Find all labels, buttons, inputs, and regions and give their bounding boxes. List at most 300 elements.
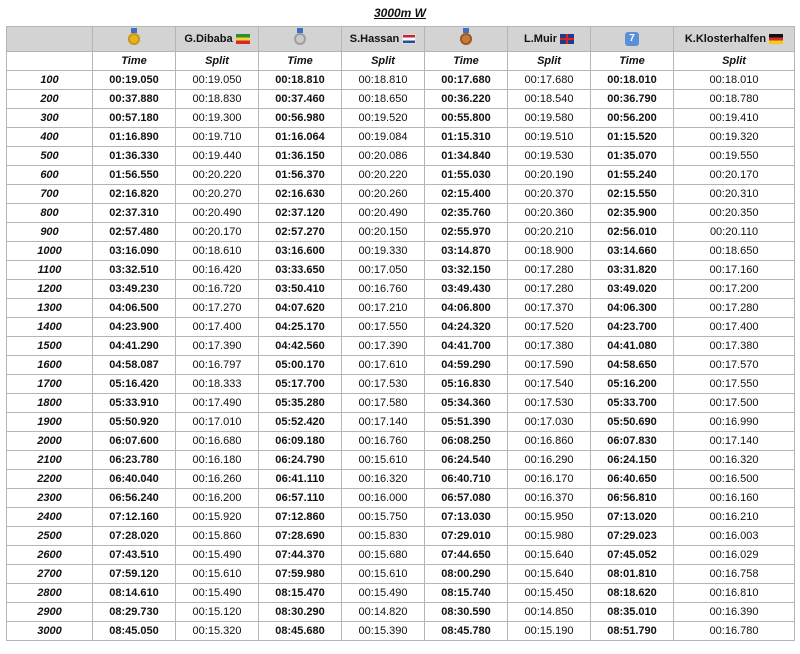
time-cell: 05:50.690 [591,413,674,432]
split-cell: 00:15.490 [176,546,259,565]
split-cell: 00:18.333 [176,375,259,394]
split-cell: 00:15.610 [342,565,425,584]
split-cell: 00:16.000 [342,489,425,508]
time-cell: 05:51.390 [425,413,508,432]
distance-cell: 700 [7,185,93,204]
athlete-header-1 [176,27,259,52]
time-cell: 00:56.980 [259,109,342,128]
split-cell: 00:18.010 [674,71,795,90]
table-row [7,470,795,489]
time-cell: 04:59.290 [425,356,508,375]
distance-cell: 3000 [7,622,93,641]
split-cell: 00:15.190 [508,622,591,641]
split-cell: 00:17.140 [342,413,425,432]
split-cell: 00:16.260 [176,470,259,489]
athlete-header-2 [342,27,425,52]
distance-cell: 1700 [7,375,93,394]
split-cell: 00:16.210 [674,508,795,527]
table-row [7,261,795,280]
time-cell: 07:59.120 [93,565,176,584]
time-cell: 06:56.810 [591,489,674,508]
time-cell: 01:16.890 [93,128,176,147]
split-cell: 00:16.180 [176,451,259,470]
distance-cell: 500 [7,147,93,166]
time-cell: 03:16.090 [93,242,176,261]
time-cell: 07:45.052 [591,546,674,565]
time-cell: 07:29.010 [425,527,508,546]
split-cell: 00:19.440 [176,147,259,166]
table-row [7,375,795,394]
time-cell: 02:37.310 [93,204,176,223]
split-cell: 00:17.530 [342,375,425,394]
table-row [7,508,795,527]
split-cell: 00:17.400 [176,318,259,337]
time-cell: 01:56.550 [93,166,176,185]
time-cell: 06:41.110 [259,470,342,489]
split-cell: 00:14.850 [508,603,591,622]
time-cell: 07:13.030 [425,508,508,527]
time-cell: 04:07.620 [259,299,342,318]
distance-cell: 2000 [7,432,93,451]
time-cell: 04:41.080 [591,337,674,356]
distance-cell: 2400 [7,508,93,527]
table-row [7,546,795,565]
split-cell: 00:17.550 [342,318,425,337]
table-row [7,394,795,413]
time-cell: 08:15.470 [259,584,342,603]
time-cell: 05:34.360 [425,394,508,413]
time-cell: 00:55.800 [425,109,508,128]
time-cell: 03:14.870 [425,242,508,261]
distance-cell: 1400 [7,318,93,337]
time-cell: 07:29.023 [591,527,674,546]
split-cell: 00:18.830 [176,90,259,109]
split-cell: 00:20.220 [342,166,425,185]
col-time-1: Time [93,52,176,71]
split-cell: 00:19.330 [342,242,425,261]
time-cell: 06:40.650 [591,470,674,489]
bronze-medal-icon [460,33,472,45]
time-cell: 00:36.790 [591,90,674,109]
corner-cell [7,27,93,52]
athlete-header-row [7,27,795,52]
table-row [7,280,795,299]
col-split-3: Split [508,52,591,71]
split-cell: 00:19.510 [508,128,591,147]
time-cell: 01:36.150 [259,147,342,166]
split-cell: 00:18.540 [508,90,591,109]
time-cell: 07:43.510 [93,546,176,565]
split-cell: 00:20.210 [508,223,591,242]
split-cell: 00:17.370 [508,299,591,318]
split-cell: 00:17.390 [176,337,259,356]
time-cell: 04:24.320 [425,318,508,337]
time-cell: 07:28.690 [259,527,342,546]
time-cell: 03:50.410 [259,280,342,299]
time-cell: 01:36.330 [93,147,176,166]
distance-cell: 300 [7,109,93,128]
split-cell: 00:17.380 [508,337,591,356]
table-row [7,622,795,641]
split-cell: 00:19.710 [176,128,259,147]
split-cell: 00:17.580 [342,394,425,413]
medal-cell-1 [93,27,176,52]
split-cell: 00:20.086 [342,147,425,166]
time-cell: 08:00.290 [425,565,508,584]
table-row [7,413,795,432]
split-cell: 00:16.500 [674,470,795,489]
time-cell: 03:49.230 [93,280,176,299]
netherlands-flag-icon [402,34,416,44]
time-cell: 08:45.780 [425,622,508,641]
split-cell: 00:18.650 [342,90,425,109]
split-cell: 00:15.610 [176,565,259,584]
split-cell: 00:15.950 [508,508,591,527]
table-row [7,71,795,90]
time-cell: 06:24.150 [591,451,674,470]
split-cell: 00:17.390 [342,337,425,356]
table-row [7,527,795,546]
blank-header-cell [7,52,93,71]
split-cell: 00:19.320 [674,128,795,147]
time-cell: 04:41.290 [93,337,176,356]
table-row [7,603,795,622]
time-cell: 04:58.087 [93,356,176,375]
distance-cell: 2500 [7,527,93,546]
split-cell: 00:20.490 [342,204,425,223]
split-cell: 00:17.570 [674,356,795,375]
table-row [7,185,795,204]
split-cell: 00:16.320 [342,470,425,489]
time-cell: 06:07.830 [591,432,674,451]
time-cell: 00:19.050 [93,71,176,90]
split-cell: 00:15.920 [176,508,259,527]
table-row [7,584,795,603]
time-cell: 08:14.610 [93,584,176,603]
split-cell: 00:15.490 [176,584,259,603]
split-cell: 00:17.530 [508,394,591,413]
split-cell: 00:17.400 [674,318,795,337]
split-cell: 00:20.220 [176,166,259,185]
time-cell: 03:33.650 [259,261,342,280]
medal-cell-2 [259,27,342,52]
split-cell: 00:19.550 [674,147,795,166]
gold-medal-icon [128,33,140,45]
split-cell: 00:17.280 [508,280,591,299]
distance-cell: 1900 [7,413,93,432]
time-cell: 01:55.030 [425,166,508,185]
column-header-row [7,52,795,71]
distance-cell: 1800 [7,394,93,413]
split-cell: 00:17.380 [674,337,795,356]
time-cell: 02:35.900 [591,204,674,223]
time-cell: 03:49.430 [425,280,508,299]
distance-cell: 1600 [7,356,93,375]
table-row [7,223,795,242]
distance-cell: 900 [7,223,93,242]
distance-cell: 2200 [7,470,93,489]
time-cell: 08:30.590 [425,603,508,622]
time-cell: 05:35.280 [259,394,342,413]
time-cell: 00:36.220 [425,90,508,109]
split-cell: 00:16.810 [674,584,795,603]
split-cell: 00:16.720 [176,280,259,299]
split-cell: 00:17.160 [674,261,795,280]
time-cell: 02:56.010 [591,223,674,242]
table-row [7,337,795,356]
split-cell: 00:16.780 [674,622,795,641]
time-cell: 02:15.550 [591,185,674,204]
time-cell: 03:49.020 [591,280,674,299]
distance-cell: 2700 [7,565,93,584]
col-time-3: Time [425,52,508,71]
distance-cell: 2300 [7,489,93,508]
time-cell: 06:23.780 [93,451,176,470]
germany-flag-icon [769,34,783,44]
split-cell: 00:16.420 [176,261,259,280]
split-cell: 00:16.760 [342,432,425,451]
split-cell: 00:20.360 [508,204,591,223]
split-cell: 00:17.010 [176,413,259,432]
split-cell: 00:18.900 [508,242,591,261]
medal-cell-3 [425,27,508,52]
time-cell: 00:17.680 [425,71,508,90]
split-cell: 00:17.280 [508,261,591,280]
time-cell: 07:59.980 [259,565,342,584]
split-cell: 00:16.860 [508,432,591,451]
time-cell: 06:56.240 [93,489,176,508]
silver-medal-icon [294,33,306,45]
table-row [7,242,795,261]
time-cell: 05:50.920 [93,413,176,432]
split-cell: 00:18.810 [342,71,425,90]
split-cell: 00:17.280 [674,299,795,318]
split-cell: 00:16.990 [674,413,795,432]
split-cell: 00:20.370 [508,185,591,204]
distance-cell: 600 [7,166,93,185]
time-cell: 01:16.064 [259,128,342,147]
split-cell: 00:20.310 [674,185,795,204]
time-cell: 05:33.700 [591,394,674,413]
time-cell: 01:15.520 [591,128,674,147]
table-row [7,128,795,147]
time-cell: 08:18.620 [591,584,674,603]
time-cell: 08:01.810 [591,565,674,584]
ethiopia-flag-icon [236,34,250,44]
great-britain-flag-icon [560,34,574,44]
split-cell: 00:17.500 [674,394,795,413]
time-cell: 08:45.050 [93,622,176,641]
time-cell: 08:30.290 [259,603,342,622]
table-title: 3000m W [373,6,427,20]
split-cell: 00:14.820 [342,603,425,622]
split-cell: 00:20.490 [176,204,259,223]
split-cell: 00:17.210 [342,299,425,318]
time-cell: 02:55.970 [425,223,508,242]
time-cell: 04:06.800 [425,299,508,318]
time-cell: 03:32.510 [93,261,176,280]
time-cell: 05:00.170 [259,356,342,375]
split-cell: 00:15.980 [508,527,591,546]
col-time-4: Time [591,52,674,71]
athlete-name: G.Dibaba [184,33,233,45]
split-cell: 00:15.860 [176,527,259,546]
distance-cell: 100 [7,71,93,90]
split-cell: 00:17.520 [508,318,591,337]
number-7-icon: 7 [625,32,639,46]
time-cell: 02:15.400 [425,185,508,204]
split-cell: 00:19.084 [342,128,425,147]
split-cell: 00:17.140 [674,432,795,451]
split-cell: 00:15.640 [508,565,591,584]
distance-cell: 1200 [7,280,93,299]
distance-cell: 1000 [7,242,93,261]
time-cell: 06:24.540 [425,451,508,470]
col-split-4: Split [674,52,795,71]
split-cell: 00:17.490 [176,394,259,413]
time-cell: 08:15.740 [425,584,508,603]
athlete-name: L.Muir [524,33,557,45]
split-cell: 00:17.610 [342,356,425,375]
distance-cell: 2900 [7,603,93,622]
col-split-1: Split [176,52,259,71]
time-cell: 04:23.900 [93,318,176,337]
time-cell: 00:56.200 [591,109,674,128]
medal-cell-4 [591,27,674,52]
split-cell: 00:16.390 [674,603,795,622]
split-cell: 00:15.320 [176,622,259,641]
col-time-2: Time [259,52,342,71]
split-cell: 00:16.760 [342,280,425,299]
split-cell: 00:18.650 [674,242,795,261]
time-cell: 07:28.020 [93,527,176,546]
distance-cell: 2100 [7,451,93,470]
split-cell: 00:17.540 [508,375,591,394]
split-cell: 00:18.610 [176,242,259,261]
col-split-2: Split [342,52,425,71]
time-cell: 04:25.170 [259,318,342,337]
split-cell: 00:17.050 [342,261,425,280]
table-row [7,432,795,451]
split-cell: 00:20.170 [674,166,795,185]
time-cell: 05:16.830 [425,375,508,394]
time-cell: 06:07.600 [93,432,176,451]
split-cell: 00:15.830 [342,527,425,546]
time-cell: 06:40.040 [93,470,176,489]
time-cell: 00:18.810 [259,71,342,90]
time-cell: 03:32.150 [425,261,508,280]
split-cell: 00:17.680 [508,71,591,90]
split-cell: 00:16.170 [508,470,591,489]
time-cell: 06:09.180 [259,432,342,451]
split-cell: 00:20.150 [342,223,425,242]
distance-cell: 800 [7,204,93,223]
split-cell: 00:19.530 [508,147,591,166]
time-cell: 07:44.650 [425,546,508,565]
time-cell: 01:56.370 [259,166,342,185]
split-cell: 00:16.029 [674,546,795,565]
table-row [7,299,795,318]
time-cell: 05:52.420 [259,413,342,432]
distance-cell: 1500 [7,337,93,356]
time-cell: 02:35.760 [425,204,508,223]
time-cell: 08:35.010 [591,603,674,622]
split-cell: 00:17.590 [508,356,591,375]
split-cell: 00:15.450 [508,584,591,603]
time-cell: 02:16.820 [93,185,176,204]
split-cell: 00:15.680 [342,546,425,565]
split-cell: 00:19.050 [176,71,259,90]
athlete-name: S.Hassan [349,33,400,45]
table-row [7,356,795,375]
split-cell: 00:16.290 [508,451,591,470]
time-cell: 01:34.840 [425,147,508,166]
time-cell: 04:58.650 [591,356,674,375]
distance-cell: 2600 [7,546,93,565]
table-row [7,147,795,166]
time-cell: 03:14.660 [591,242,674,261]
split-cell: 00:19.300 [176,109,259,128]
time-cell: 06:40.710 [425,470,508,489]
split-cell: 00:15.640 [508,546,591,565]
time-cell: 05:17.700 [259,375,342,394]
split-cell: 00:16.003 [674,527,795,546]
time-cell: 04:23.700 [591,318,674,337]
split-cell: 00:20.270 [176,185,259,204]
time-cell: 01:15.310 [425,128,508,147]
distance-cell: 2800 [7,584,93,603]
split-cell: 00:19.410 [674,109,795,128]
time-cell: 04:06.500 [93,299,176,318]
table-row [7,109,795,128]
distance-cell: 400 [7,128,93,147]
split-cell: 00:15.610 [342,451,425,470]
time-cell: 08:45.680 [259,622,342,641]
time-cell: 05:33.910 [93,394,176,413]
time-cell: 00:57.180 [93,109,176,128]
athlete-header-3 [508,27,591,52]
time-cell: 07:44.370 [259,546,342,565]
split-cell: 00:16.160 [674,489,795,508]
split-cell: 00:15.490 [342,584,425,603]
table-row [7,451,795,470]
time-cell: 04:41.700 [425,337,508,356]
table-row [7,318,795,337]
table-row [7,565,795,584]
time-cell: 05:16.420 [93,375,176,394]
time-cell: 06:57.110 [259,489,342,508]
split-cell: 00:20.350 [674,204,795,223]
time-cell: 08:29.730 [93,603,176,622]
time-cell: 00:37.880 [93,90,176,109]
split-cell: 00:17.550 [674,375,795,394]
time-cell: 02:57.270 [259,223,342,242]
time-cell: 06:08.250 [425,432,508,451]
time-cell: 07:13.020 [591,508,674,527]
time-cell: 02:57.480 [93,223,176,242]
split-cell: 00:17.030 [508,413,591,432]
athlete-header-4 [674,27,795,52]
time-cell: 02:16.630 [259,185,342,204]
distance-cell: 1100 [7,261,93,280]
table-row [7,90,795,109]
split-cell: 00:20.190 [508,166,591,185]
time-cell: 01:35.070 [591,147,674,166]
time-cell: 08:51.790 [591,622,674,641]
split-cell: 00:17.270 [176,299,259,318]
distance-cell: 200 [7,90,93,109]
time-cell: 01:55.240 [591,166,674,185]
